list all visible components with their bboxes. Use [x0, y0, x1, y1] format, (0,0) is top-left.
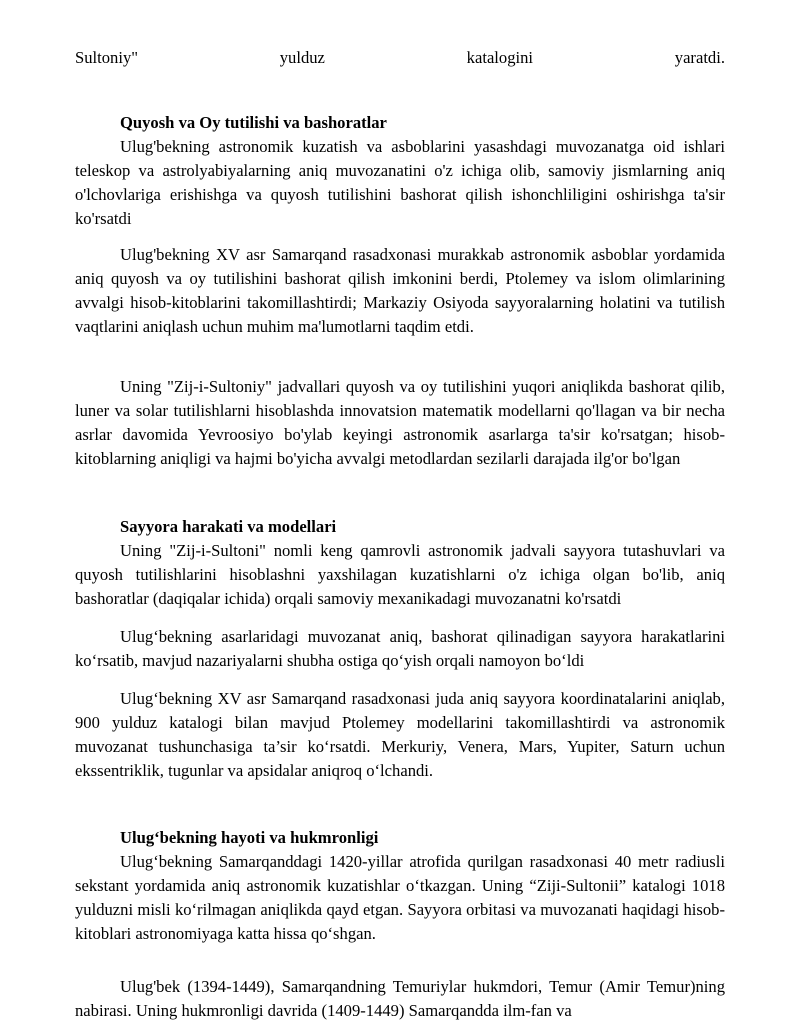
- section-heading: Quyosh va Oy tutilishi va bashoratlar: [120, 113, 387, 132]
- paragraph: Uning "Zij-i-Sultoni" nomli keng qamrovli astronomik jadvali sayyora tutashuvlari va quyosh tutilishlarini hisoblashni yaxshilagan kuzatishlarni o'z ichiga olgan bo'lib, aniq bashoratlar (daqiqalar ichida) orqali samoviy mexanikadagi muvozanatni ko'rsatdi: [75, 541, 725, 608]
- paragraph: Ulug'bekning XV asr Samarqand rasadxonasi murakkab astronomik asboblar yordamida aniq quyosh va oy tutilishini bashorat qilish imkonini berdi, Ptolemey va islom olimlarining avvalgi hisob-kitoblarini takomillashtirdi; Markaziy Osiyoda sayyoralarning holatini va tutilish vaqtlarini aniqlash uchun muhim ma'lumotlarni taqdim etdi.: [75, 245, 725, 336]
- paragraph: Ulug'bekning astronomik kuzatish va asboblarini yasashdagi muvozanatga oid ishlari teleskop va astrolyabiyalarning aniq muvozanatini o'z ichiga olib, samoviy jismlarning aniq o'lchovlariga erishishga va quyosh tutilishini bashorat qilish ishonchliligini oshirishga ta'sir ko'rsatdi: [75, 137, 725, 228]
- continued-line: Sultoniy" yulduz katalogini yaratdi.: [75, 48, 725, 67]
- paragraph: Ulug‘bekning Samarqanddagi 1420-yillar atrofida qurilgan rasadxonasi 40 metr radiusli sekstant yordamida aniq astronomik kuzatishlar o‘tkazgan. Uning “Ziji-Sultonii” katalogi 1018 yulduzni misli ko‘rilmagan aniqlikda qayd etgan. Sayyora orbitasi va muvozanati haqidagi hisob-kitoblari astronomiyaga katta hissa qo‘shgan.: [75, 852, 725, 943]
- section-life-and-reign: [75, 826, 725, 946]
- paragraph: Ulug‘bekning asarlaridagi muvozanat aniq, bashorat qilinadigan sayyora harakatlarini ko‘rsatib, mavjud nazariyalarni shubha ostiga qo‘yish orqali namoyon bo‘ldi: [75, 627, 725, 670]
- paragraph: Ulug‘bekning XV asr Samarqand rasadxonasi juda aniq sayyora koordinatalarini aniqlab, 900 yulduz katalogi bilan mavjud Ptolemey modellarini takomillashtirdi va astronomik muvozanat tushunchasiga ta’sir ko‘rsatdi. Merkuriy, Venera, Mars, Yupiter, Saturn uchun ekssentriklik, tugunlar va apsidalar aniqroq o‘lchandi.: [75, 689, 725, 780]
- section-eclipses: [75, 111, 725, 231]
- paragraph: Uning "Zij-i-Sultoniy" jadvallari quyosh va oy tutilishini yuqori aniqlikda bashorat qilib, luner va solar tutilishlarni hisoblashda innovatsion matematik modellarni qo'llagan va bir necha asrlar davomida Yevroosiyo bo'ylab keyingi astronomik asarlarga ta'sir ko'rsatgan; hisob-kitoblarning aniqligi va hajmi bo'yicha avvalgi metodlardan sezilarli darajada ilg'or bo'lgan: [75, 377, 725, 468]
- section-heading: Sayyora harakati va modellari: [120, 517, 337, 536]
- paragraph-block: [75, 375, 725, 471]
- paragraph-block: [75, 687, 725, 783]
- paragraph-block: [75, 625, 725, 673]
- section-planetary-motion: [75, 515, 725, 611]
- paragraph-block: [75, 243, 725, 339]
- section-heading: Ulug‘bekning hayoti va hukmronligi: [120, 828, 379, 847]
- paragraph-block: [75, 975, 725, 1023]
- paragraph: Ulug'bek (1394-1449), Samarqandning Temuriylar hukmdori, Temur (Amir Temur)ning nabirasi. Uning hukmronligi davrida (1409-1449) Samarqandda ilm-fan va: [75, 977, 725, 1020]
